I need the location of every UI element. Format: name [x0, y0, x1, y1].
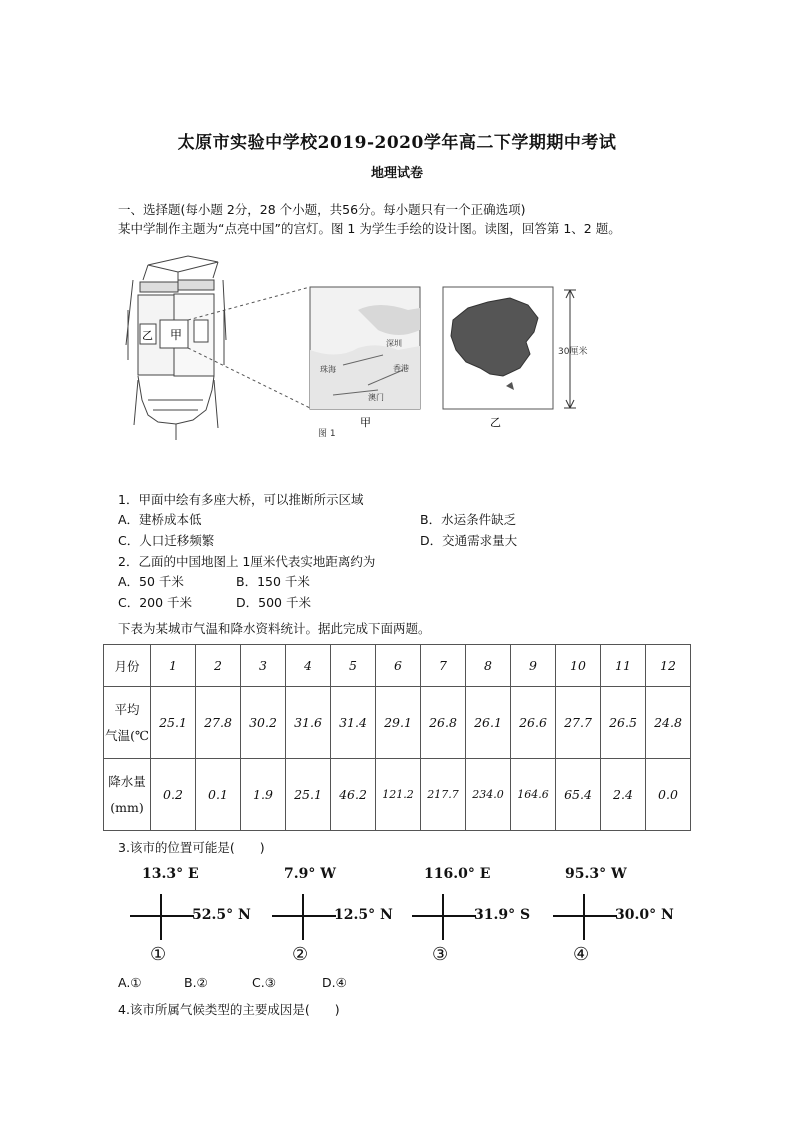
lantern-drawing: [126, 256, 226, 440]
figure-caption: 图 1: [318, 429, 336, 439]
temp-cell: 26.8: [421, 687, 466, 759]
q3-answer-c: C.③: [252, 975, 276, 990]
coord-option-1: [130, 866, 270, 976]
month-cell: 10: [556, 645, 601, 687]
q1-option-c: C．人口迁移频繁: [118, 533, 215, 548]
q1-option-d: D．交通需求量大: [420, 533, 518, 548]
temp-cell: 26.6: [511, 687, 556, 759]
table-row-precipitation: [104, 759, 691, 831]
temp-label-line2: 气温(℃: [105, 727, 149, 743]
month-cell: 12: [646, 645, 691, 687]
q3-answer-d: D.④: [322, 975, 347, 990]
precip-cell: 2.4: [601, 759, 646, 831]
precip-cell: 234.0: [466, 759, 511, 831]
month-cell: 3: [241, 645, 286, 687]
coord-option-2: [272, 866, 412, 976]
temp-cell: 27.8: [196, 687, 241, 759]
precip-cell: 46.2: [331, 759, 376, 831]
place-zhuhai: 珠海: [320, 365, 336, 374]
precip-cell: 65.4: [556, 759, 601, 831]
climate-table: [103, 644, 691, 831]
coord-number: ④: [573, 944, 590, 965]
q2-option-b: B．150 千米: [236, 574, 310, 589]
q4-stem: 4.该市所属气候类型的主要成因是( ): [118, 1002, 340, 1017]
section-intro: 某中学制作主题为“点亮中国”的宫灯。图 1 为学生手绘的设计图。读图，回答第 1、2 题。: [118, 221, 621, 236]
precip-cell: 217.7: [421, 759, 466, 831]
q3-stem: 3.该市的位置可能是( ): [118, 840, 265, 855]
q1-option-a: A．建桥成本低: [118, 512, 202, 527]
lantern-label-jia: 甲: [170, 328, 183, 342]
page-title: 太原市实验中学校2019-2020学年高二下学期期中考试: [177, 133, 617, 153]
place-shenzhen: 深圳: [386, 339, 402, 348]
scale-label: 30厘米: [558, 347, 588, 357]
precip-label-cell: [104, 759, 151, 831]
q2-option-d: D．500 千米: [236, 595, 311, 610]
q2-stem: 2．乙面的中国地图上 1厘米代表实地距离约为: [118, 554, 376, 569]
section-heading: 一、选择题(每小题 2分，28 个小题，共56分。每小题只有一个正确选项): [118, 202, 526, 217]
panel-yi-label: 乙: [490, 416, 501, 429]
month-cell: 5: [331, 645, 376, 687]
month-cell: 4: [286, 645, 331, 687]
temp-label-line1: 平均: [114, 701, 140, 717]
precip-cell: 164.6: [511, 759, 556, 831]
temp-label-cell: [104, 687, 151, 759]
month-cell: 2: [196, 645, 241, 687]
temp-cell: 24.8: [646, 687, 691, 759]
coord-latitude: 12.5° N: [334, 907, 393, 923]
coord-longitude: 95.3° W: [565, 866, 627, 882]
precip-cell: 0.2: [151, 759, 196, 831]
precip-label-line2: (mm): [110, 799, 144, 815]
q1-option-b: B．水运条件缺乏: [420, 512, 517, 527]
month-cell: 8: [466, 645, 511, 687]
q3-answer-b: B.②: [184, 975, 208, 990]
month-cell: 11: [601, 645, 646, 687]
coord-number: ③: [432, 944, 449, 965]
coord-number: ①: [150, 944, 167, 965]
table-intro: 下表为某城市气温和降水资料统计。据此完成下面两题。: [118, 621, 431, 636]
precip-cell: 1.9: [241, 759, 286, 831]
temp-cell: 31.4: [331, 687, 376, 759]
temp-cell: 31.6: [286, 687, 331, 759]
coord-option-3: [412, 866, 552, 976]
q3-answer-a: A.①: [118, 975, 142, 990]
temp-cell: 26.1: [466, 687, 511, 759]
page-subtitle: 地理试卷: [370, 166, 423, 181]
precip-cell: 25.1: [286, 759, 331, 831]
temp-cell: 30.2: [241, 687, 286, 759]
coord-longitude: 116.0° E: [424, 866, 491, 882]
coord-longitude: 7.9° W: [284, 866, 336, 882]
place-hongkong: 香港: [393, 364, 409, 373]
lantern-label-yi: 乙: [142, 329, 153, 342]
coord-latitude: 52.5° N: [192, 907, 251, 923]
coord-latitude: 31.9° S: [474, 907, 531, 923]
precip-cell: 0.0: [646, 759, 691, 831]
temp-cell: 25.1: [151, 687, 196, 759]
precip-label-line1: 降水量: [108, 773, 146, 789]
panel-jia-label: 甲: [360, 416, 371, 429]
coord-longitude: 13.3° E: [142, 866, 199, 882]
month-header: 月份: [104, 645, 151, 687]
precip-cell: 0.1: [196, 759, 241, 831]
table-row-temperature: [104, 687, 691, 759]
month-cell: 6: [376, 645, 421, 687]
month-cell: 1: [151, 645, 196, 687]
precip-cell: 121.2: [376, 759, 421, 831]
month-cell: 7: [421, 645, 466, 687]
figure-1: [118, 250, 588, 445]
q1-stem: 1．甲面中绘有多座大桥，可以推断所示区域: [118, 492, 364, 507]
temp-cell: 27.7: [556, 687, 601, 759]
coord-number: ②: [292, 944, 309, 965]
coord-latitude: 30.0° N: [615, 907, 674, 923]
table-row-months: [104, 645, 691, 687]
temp-cell: 26.5: [601, 687, 646, 759]
coord-option-4: [553, 866, 693, 976]
q2-option-c: C．200 千米: [118, 595, 193, 610]
q2-option-a: A．50 千米: [118, 574, 184, 589]
month-cell: 9: [511, 645, 556, 687]
place-macau: 澳门: [368, 393, 384, 402]
temp-cell: 29.1: [376, 687, 421, 759]
